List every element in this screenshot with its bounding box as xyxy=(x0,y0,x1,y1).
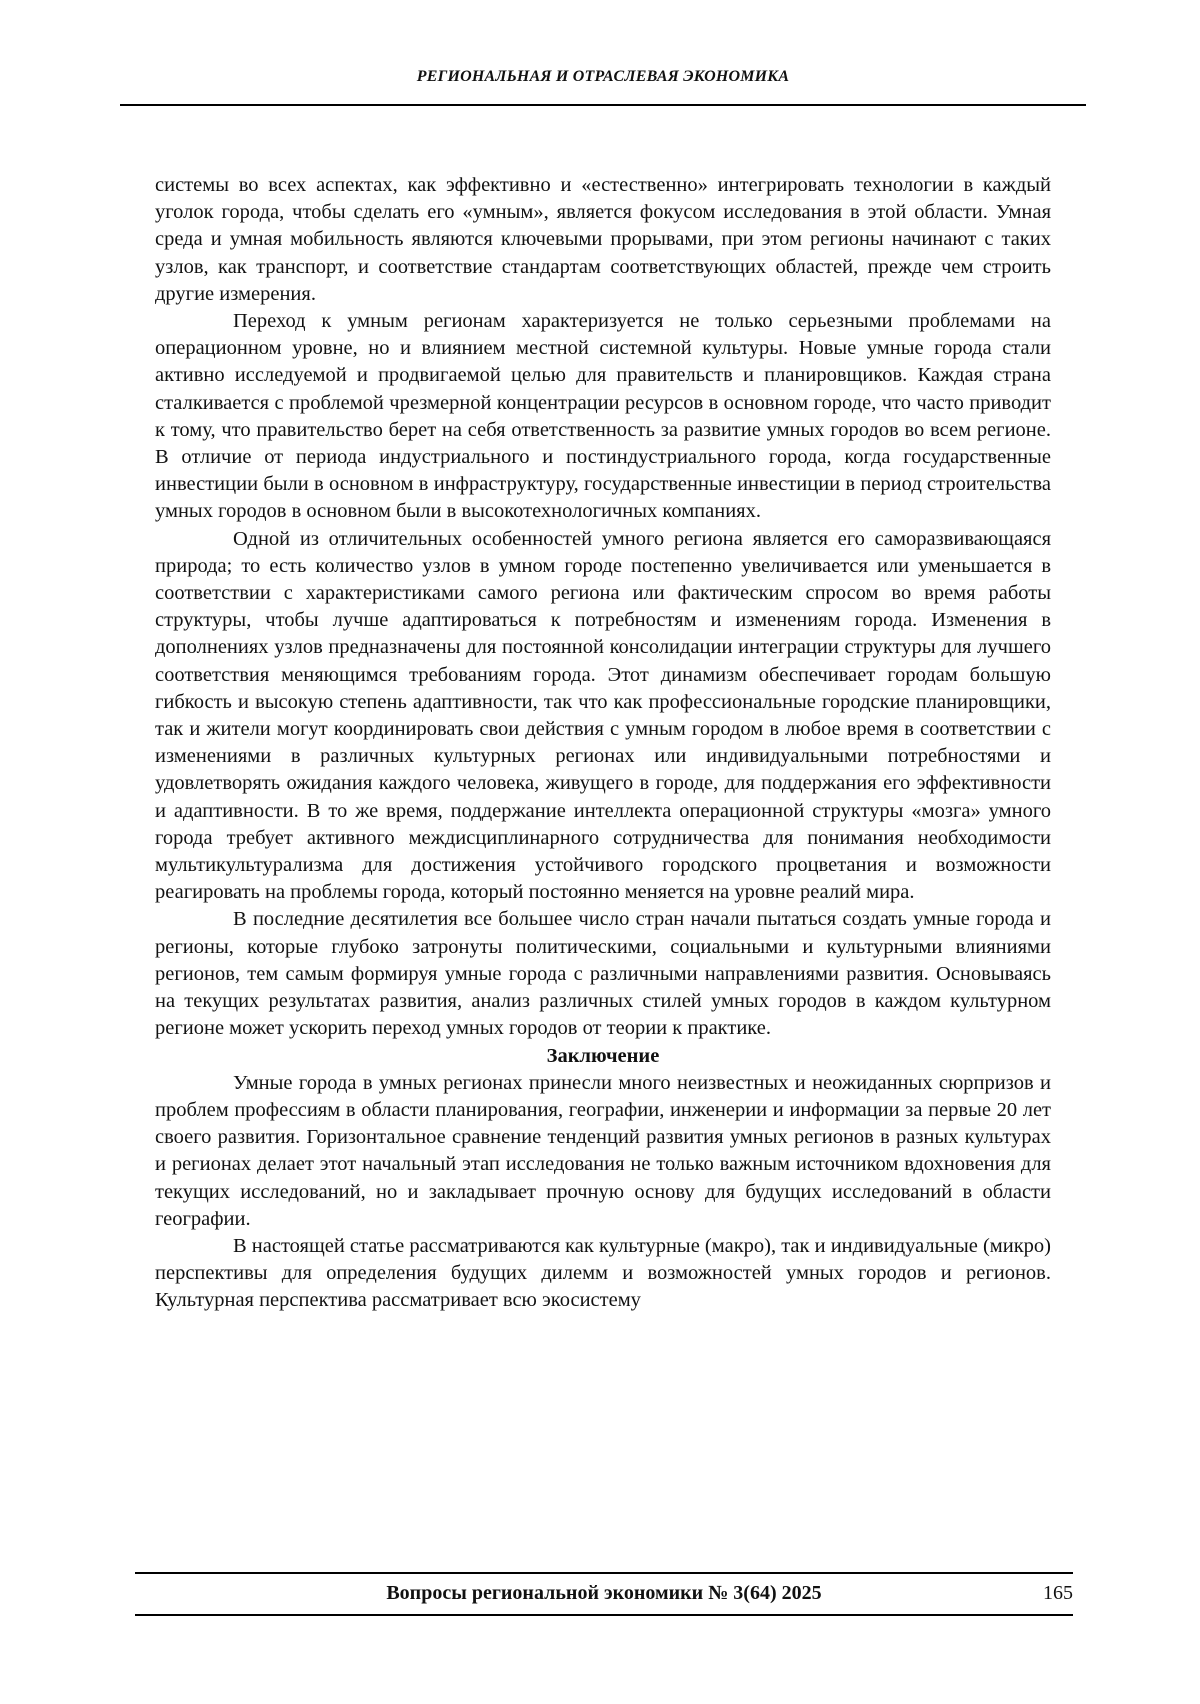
footer-journal-title: Вопросы региональной экономики № 3(64) 2025 xyxy=(386,1582,822,1604)
page-number: 165 xyxy=(1043,1582,1073,1604)
paragraph-6: В настоящей статье рассматриваются как культурные (макро), так и индивидуальные (микро) перспективы для определения будущих дилемм и возможностей умных городов и регионов. Культурная перспектива рассматривает всю экосистему xyxy=(155,1234,1051,1312)
paragraph-2: Переход к умным регионам характеризуется не только серьезными проблемами на операционном уровне, но и влиянием местной системной культуры. Новые умные города стали активно исследуемой и продвигаемой целью для правительств и планировщиков. Каждая страна сталкивается с проблемой чрезмерной концентрации ресурсов в основном городе, что часто приводит к тому, что правительство берет на себя ответственность за развитие умных городов во всем регионе. В отличие от периода индустриального и постиндустриального города, когда государственные инвестиции были в основном в инфраструктуру, государственные инвестиции в период строительства умных городов в основном были в высокотехнологичных компаниях. xyxy=(155,310,1051,523)
running-header: РЕГИОНАЛЬНАЯ И ОТРАСЛЕВАЯ ЭКОНОМИКА xyxy=(416,68,790,85)
paragraph-3: Одной из отличительных особенностей умного региона является его саморазвивающаяся природа; то есть количество узлов в умном городе постепенно увеличивается или уменьшается в соответствии с характеристиками самого региона или фактическим спросом во время работы структуры, чтобы лучше адаптироваться к потребностям и изменениям города. Изменения в дополнениях узлов предназначены для постоянной консолидации интеграции структуры для лучшего соответствия меняющимся требованиям города. Этот динамизм обеспечивает городам большую гибкость и высокую степень адаптивности, так что как профессиональные городские планировщики, так и жители могут координировать свои действия с умным городом в любое время в соответствии с изменениями в различных культурных регионах или индивидуальными потребностями и удовлетворять ожидания каждого человека, живущего в городе, для поддержания его эффективности и адаптивности. В то же время, поддержание интеллекта операционной структуры «мозга» умного города требует активного междисциплинарного сотрудничества для понимания необходимости мультикультурализма для достижения устойчивого городского процветания и возможности реагировать на проблемы города, который постоянно меняется на уровне реалий мира. xyxy=(155,527,1051,904)
footer-rule-bottom xyxy=(135,1614,1073,1616)
paragraph-5: Умные города в умных регионах принесли много неизвестных и неожиданных сюрпризов и проблем профессиям в области планирования, географии, инженерии и информации за первые 20 лет своего развития. Горизонтальное сравнение тенденций развития умных регионов в разных культурах и регионах делает этот начальный этап исследования не только важным источником вдохновения для текущих исследований, но и закладывает прочную основу для будущих исследований в области географии. xyxy=(155,1071,1051,1230)
article-body xyxy=(155,172,1051,1315)
header-rule xyxy=(120,104,1086,106)
paragraph-4: В последние десятилетия все большее число стран начали пытаться создать умные города и регионы, которые глубоко затронуты политическими, социальными и культурными влияниями регионов, тем самым формируя умные города с различными направлениями развития. Основываясь на текущих результатах развития, анализ различных стилей умных городов в каждом культурном регионе может ускорить переход умных городов от теории к практике. xyxy=(155,908,1051,1040)
footer-rule-top xyxy=(135,1572,1073,1574)
paragraph-1: системы во всех аспектах, как эффективно и «естественно» интегрировать технологии в каждый уголок города, чтобы сделать его «умным», является фокусом исследования в этой области. Умная среда и умная мобильность являются ключевыми прорывами, при этом регионы начинают с таких узлов, как транспорт, и соответствие стандартам соответствующих областей, прежде чем строить другие измерения. xyxy=(155,174,1051,305)
section-heading-conclusion: Заключение xyxy=(546,1044,660,1067)
